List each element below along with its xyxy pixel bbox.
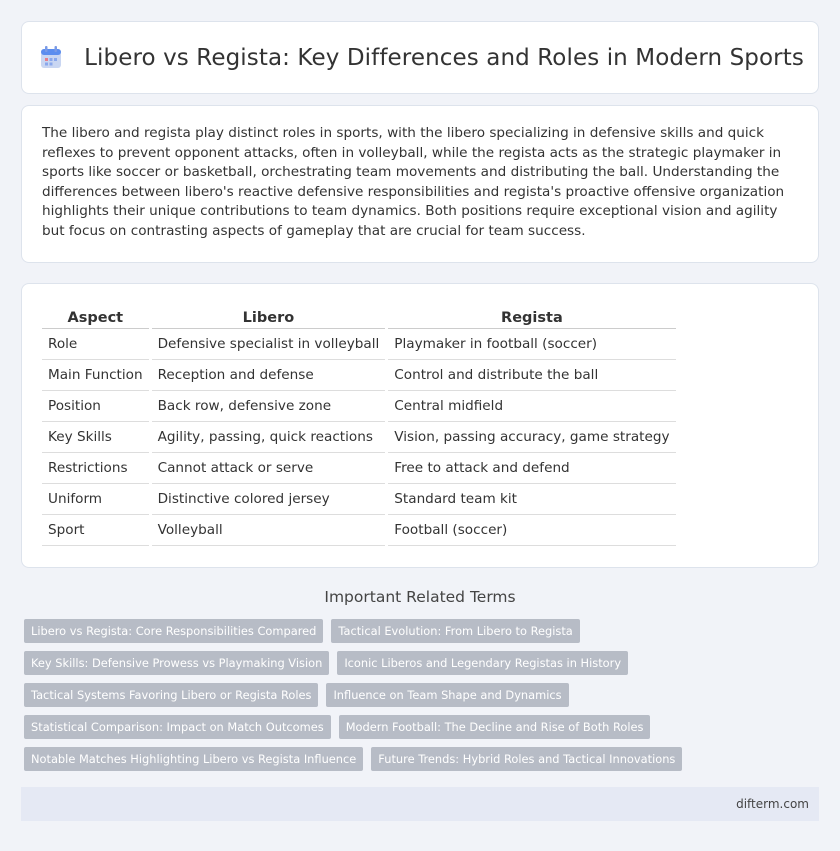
related-term-link[interactable]: Libero vs Regista: Core Responsibilities Compared xyxy=(24,619,323,643)
related-term-link[interactable]: Statistical Comparison: Impact on Match Outcomes xyxy=(24,715,331,739)
table-cell: Sport xyxy=(42,515,149,546)
related-term-link[interactable]: Tactical Systems Favoring Libero or Regista Roles xyxy=(24,683,318,707)
table-cell: Playmaker in football (soccer) xyxy=(388,329,675,360)
table-row xyxy=(42,515,676,546)
table-cell: Volleyball xyxy=(152,515,386,546)
intro-card xyxy=(21,105,819,263)
table-cell: Defensive specialist in volleyball xyxy=(152,329,386,360)
table-row xyxy=(42,391,676,422)
table-cell: Uniform xyxy=(42,484,149,515)
page-footer xyxy=(21,787,819,821)
table-cell: Football (soccer) xyxy=(388,515,675,546)
intro-text: The libero and regista play distinct roles in sports, with the libero specializing in defensive skills and quick reflexes to prevent opponent attacks, often in volleyball, while the regista acts as the strategic playmaker in sports like soccer or basketball, orchestrating team movements and distributing the ball. Understanding the differences between libero's reactive defensive responsibilities and regista's proactive offensive organization highlights their unique contributions to team dynamics. Both positions require exceptional vision and agility but focus on contrasting aspects of gameplay that are crucial for team success. xyxy=(42,125,785,239)
column-header-libero: Libero xyxy=(152,306,386,329)
column-header-aspect: Aspect xyxy=(42,306,149,329)
table-row xyxy=(42,453,676,484)
comparison-table xyxy=(39,306,679,546)
related-term-link[interactable]: Future Trends: Hybrid Roles and Tactical Innovations xyxy=(371,747,682,771)
page-title: Libero vs Regista: Key Differences and Roles in Modern Sports xyxy=(84,44,804,71)
table-cell: Control and distribute the ball xyxy=(388,360,675,391)
related-terms-title: Important Related Terms xyxy=(324,588,516,606)
table-row xyxy=(42,360,676,391)
related-term-link[interactable]: Key Skills: Defensive Prowess vs Playmaking Vision xyxy=(24,651,329,675)
calendar-icon xyxy=(36,43,66,73)
table-cell: Cannot attack or serve xyxy=(152,453,386,484)
table-cell: Distinctive colored jersey xyxy=(152,484,386,515)
column-header-regista: Regista xyxy=(388,306,675,329)
table-row xyxy=(42,329,676,360)
table-row xyxy=(42,422,676,453)
related-term-link[interactable]: Notable Matches Highlighting Libero vs Regista Influence xyxy=(24,747,363,771)
table-cell: Restrictions xyxy=(42,453,149,484)
related-terms-section xyxy=(21,588,819,771)
table-cell: Main Function xyxy=(42,360,149,391)
table-cell: Back row, defensive zone xyxy=(152,391,386,422)
table-cell: Role xyxy=(42,329,149,360)
related-term-link[interactable]: Influence on Team Shape and Dynamics xyxy=(326,683,568,707)
page-header xyxy=(21,21,819,94)
table-cell: Central midfield xyxy=(388,391,675,422)
footer-site-link[interactable]: difterm.com xyxy=(736,797,809,811)
table-cell: Key Skills xyxy=(42,422,149,453)
table-cell: Standard team kit xyxy=(388,484,675,515)
table-cell: Reception and defense xyxy=(152,360,386,391)
table-cell: Vision, passing accuracy, game strategy xyxy=(388,422,675,453)
table-cell: Free to attack and defend xyxy=(388,453,675,484)
table-row xyxy=(42,484,676,515)
related-term-link[interactable]: Modern Football: The Decline and Rise of Both Roles xyxy=(339,715,651,739)
comparison-card xyxy=(21,283,819,568)
table-header-row xyxy=(42,306,676,329)
related-terms-list xyxy=(21,619,819,771)
related-term-link[interactable]: Iconic Liberos and Legendary Registas in History xyxy=(337,651,628,675)
table-cell: Agility, passing, quick reactions xyxy=(152,422,386,453)
table-cell: Position xyxy=(42,391,149,422)
related-term-link[interactable]: Tactical Evolution: From Libero to Regista xyxy=(331,619,579,643)
